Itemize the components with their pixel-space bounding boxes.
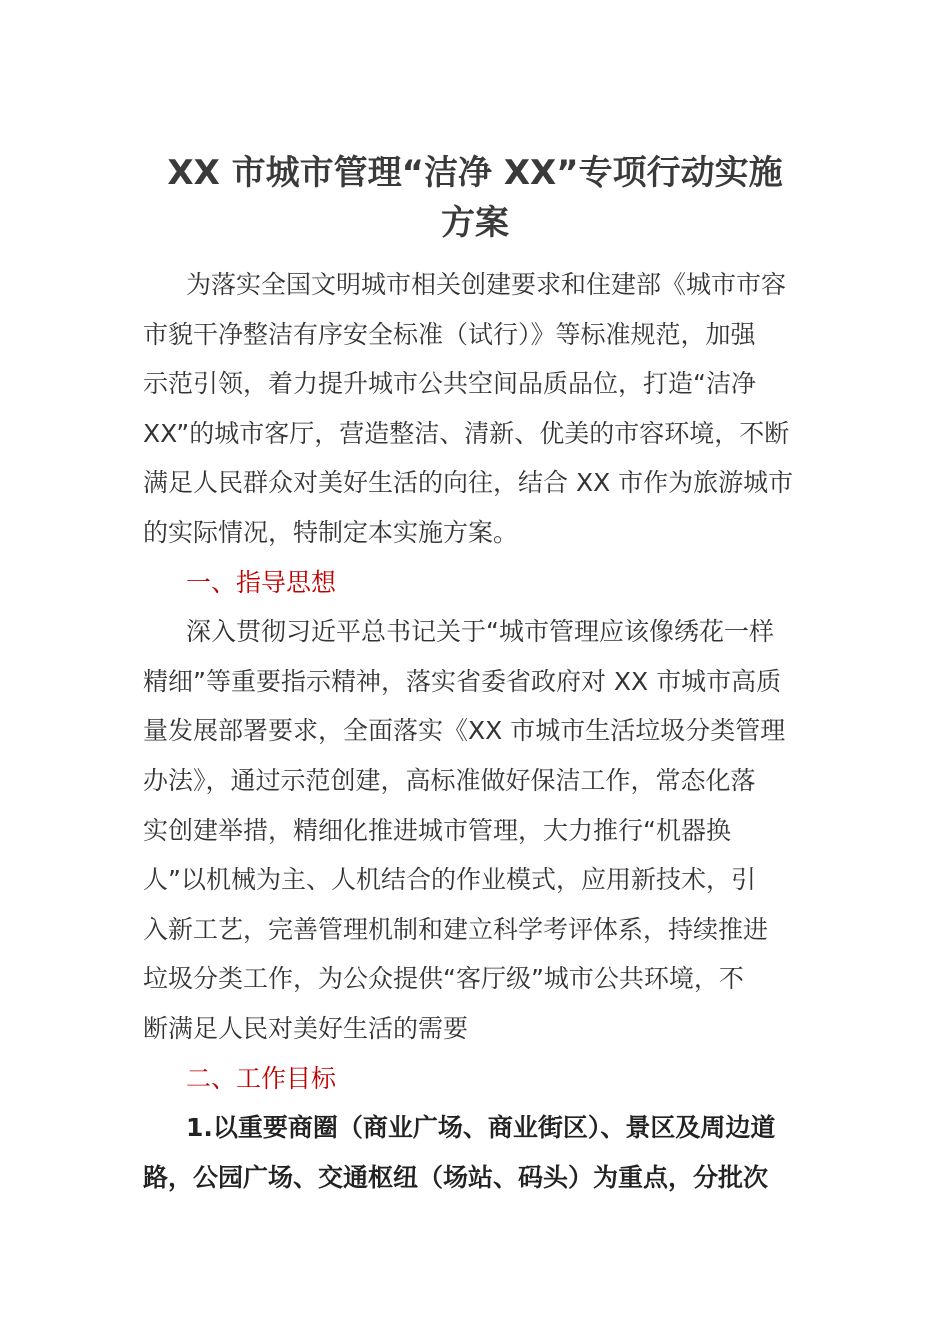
intro-paragraph [143,260,807,558]
work-goals-paragraph [143,1103,807,1202]
paragraph-line: 的实际情况，特制定本实施方案。 [143,517,519,547]
guiding-thought-paragraph [143,607,807,1053]
paragraph-line: 垃圾分类工作，为公众提供“客厅级”城市公共环境，不 [143,964,744,994]
title-line: XX 市城市管理“洁净 XX”专项行动实施 [167,153,783,193]
paragraph-line: 精细”等重要指示精神，落实省委省政府对 XX 市城市高质 [143,666,782,696]
section-heading-guiding-thought: 一、指导思想 [186,567,337,597]
paragraph-line: 实创建举措，精细化推进城市管理，大力推行“机器换 [143,815,731,845]
paragraph-line: 满足人民群众对美好生活的向往，结合 XX 市作为旅游城市 [143,468,794,498]
paragraph-line: 办法》，通过示范创建，高标准做好保洁工作，常态化落 [143,765,756,795]
paragraph-line: 市貌干净整洁有序安全标准（试行）》等标准规范，加强 [143,319,756,349]
paragraph-line: XX”的城市客厅，营造整洁、清新、优美的市容环境，不断 [143,418,790,448]
document-page [143,148,807,1202]
paragraph-line: 断满足人民对美好生活的需要 [143,1013,469,1043]
document-title [143,148,807,248]
paragraph-line: 为落实全国文明城市相关创建要求和住建部《城市市容 [186,270,787,299]
title-line: 方案 [441,203,509,243]
paragraph-line: 路，公园广场、交通枢纽（场站、码头）为重点，分批次 [143,1162,769,1192]
paragraph-line: 深入贯彻习近平总书记关于“城市管理应该像绣花一样 [186,617,774,647]
paragraph-line: 入新工艺，完善管理机制和建立科学考评体系，持续推进 [143,914,769,944]
section-heading-work-goals: 二、工作目标 [186,1063,337,1093]
paragraph-line: 示范引领，着力提升城市公共空间品质品位，打造“洁净 [143,369,756,399]
paragraph-line: 1.以重要商圈（商业广场、商业街区）、景区及周边道 [186,1113,776,1143]
paragraph-line: 量发展部署要求，全面落实《XX 市城市生活垃圾分类管理 [143,716,786,746]
paragraph-line: 人”以机械为主、人机结合的作业模式，应用新技术，引 [143,865,756,895]
